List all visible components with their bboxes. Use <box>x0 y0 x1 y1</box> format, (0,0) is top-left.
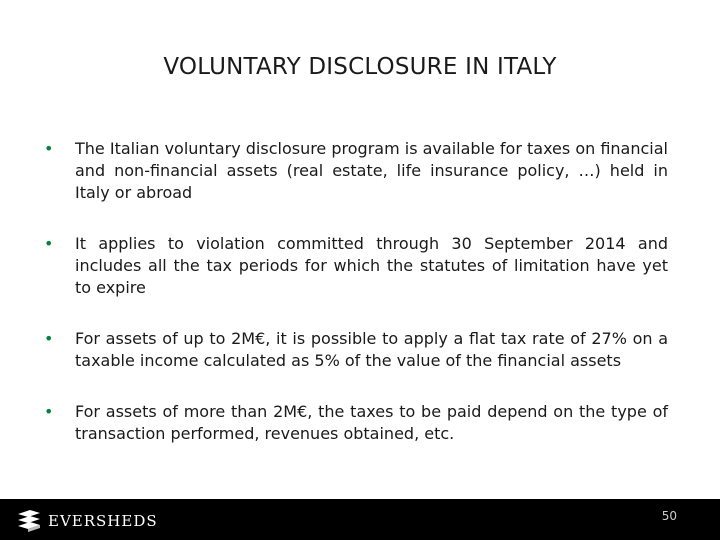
bullet-list <box>44 138 668 474</box>
bullet-text: For assets of up to 2M€, it is possible to apply a flat tax rate of 27% on a taxable income calculated as 5% of the value of the financial assets <box>75 329 668 370</box>
bullet-text: The Italian voluntary disclosure program is available for taxes on financial and non-financial assets (real estate, life insurance policy, …) held in Italy or abroad <box>75 139 668 202</box>
bullet-item <box>44 401 668 445</box>
bullet-marker: • <box>44 329 54 348</box>
bullet-item <box>44 138 668 204</box>
bullet-item <box>44 233 668 299</box>
eversheds-logo <box>16 509 158 533</box>
bullet-text: For assets of more than 2M€, the taxes to be paid depend on the type of transaction performed, revenues obtained, etc. <box>75 402 668 443</box>
bullet-marker: • <box>44 139 54 158</box>
footer-bar <box>0 499 720 540</box>
eversheds-logo-icon <box>16 509 42 533</box>
bullet-item <box>44 328 668 372</box>
bullet-marker: • <box>44 234 54 253</box>
bullet-text: It applies to violation committed through 30 September 2014 and includes all the tax periods for which the statutes of limitation have yet to expire <box>75 234 668 297</box>
logo-text: EVERSHEDS <box>48 512 158 530</box>
page-number: 50 <box>661 509 677 523</box>
bullet-marker: • <box>44 402 54 421</box>
slide-title: VOLUNTARY DISCLOSURE IN ITALY <box>163 54 557 80</box>
